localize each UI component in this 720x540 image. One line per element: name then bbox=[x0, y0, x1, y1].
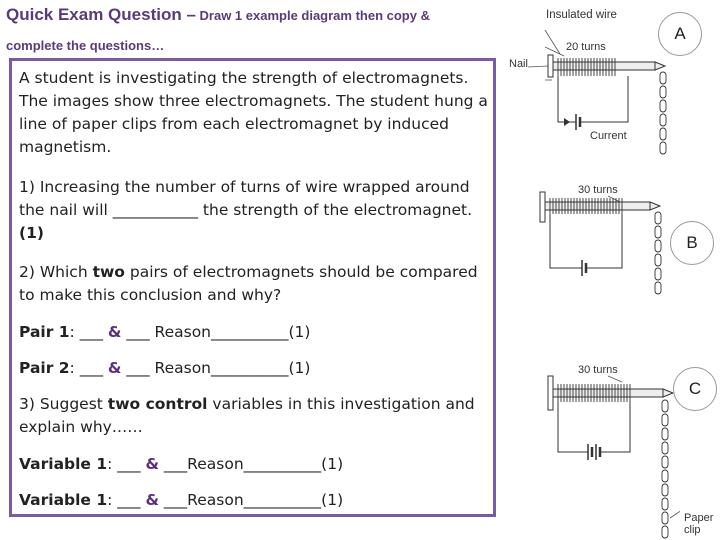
pair-2-rest: ___ Reason__________(1) bbox=[121, 359, 311, 377]
paper-clip-label-2: clip bbox=[684, 524, 701, 536]
variable-2-label: Variable 1 bbox=[19, 491, 108, 509]
pair-1-rest: ___ Reason__________(1) bbox=[121, 323, 311, 341]
nail-label: Nail bbox=[509, 58, 528, 70]
question-3 bbox=[19, 393, 497, 439]
question-box bbox=[9, 58, 496, 517]
current-label: Current bbox=[590, 130, 627, 142]
electromagnet-a-drawing bbox=[500, 0, 670, 170]
pair-1-amp: & bbox=[107, 323, 122, 341]
q2-text-after: pairs of electromagnets should be compared to make this conclusion and why? bbox=[19, 263, 478, 304]
variable-1-row bbox=[19, 453, 497, 476]
intro-text: A student is investigating the strength of electromagnets. The images show three electromagnets. The student hung a line of paper clips from each electromagnet by induced magnetism. bbox=[19, 69, 488, 156]
pair-2-blanks: : ___ bbox=[69, 359, 108, 377]
q1-marks: (1) bbox=[19, 224, 44, 242]
paper-clip-label-1: Paper bbox=[684, 512, 714, 524]
insulated-wire-label: Insulated wire bbox=[546, 9, 617, 21]
pair-1-blanks: : ___ bbox=[69, 323, 108, 341]
pair-2-label: Pair 2 bbox=[19, 359, 70, 377]
q3-emph: two control bbox=[107, 395, 208, 413]
question-2 bbox=[19, 261, 497, 307]
q3-text-before: 3) Suggest bbox=[19, 395, 108, 413]
variable-2-blanks: : ___ bbox=[107, 491, 146, 509]
pair-2-amp: & bbox=[107, 359, 122, 377]
variable-2-row bbox=[19, 489, 497, 512]
q2-text-before: 2) Which bbox=[19, 263, 93, 281]
q2-emph: two bbox=[92, 263, 125, 281]
question-1 bbox=[19, 176, 497, 245]
instruction-line-2: complete the questions… bbox=[6, 38, 165, 53]
electromagnet-b-drawing bbox=[530, 190, 670, 300]
letter-a-badge: A bbox=[658, 12, 702, 56]
letter-c-badge: C bbox=[673, 367, 717, 411]
q1-text: 1) Increasing the number of turns of wire wrapped around the nail will ___________ the strength of the electromagnet. bbox=[19, 178, 473, 219]
pair-2-row bbox=[19, 357, 497, 380]
turns-label-a: 20 turns bbox=[566, 41, 606, 53]
turns-label-c: 30 turns bbox=[578, 364, 618, 376]
title-main: Quick Exam Question – bbox=[6, 5, 196, 24]
variable-1-blanks: : ___ bbox=[107, 455, 146, 473]
letter-b-badge: B bbox=[670, 221, 714, 265]
variable-2-rest: ___Reason__________(1) bbox=[159, 491, 344, 509]
pair-1-row bbox=[19, 321, 497, 344]
variable-1-rest: ___Reason__________(1) bbox=[159, 455, 344, 473]
variable-1-label: Variable 1 bbox=[19, 455, 108, 473]
electromagnet-c-drawing bbox=[530, 370, 680, 540]
turns-label-b: 30 turns bbox=[578, 184, 618, 196]
instruction-line-1: Draw 1 example diagram then copy & bbox=[195, 8, 430, 23]
q3-text-after: variables in this investigation and explain why…… bbox=[19, 395, 475, 436]
variable-2-amp: & bbox=[145, 491, 159, 509]
page-title bbox=[6, 6, 496, 55]
variable-1-amp: & bbox=[145, 455, 159, 473]
pair-1-label: Pair 1 bbox=[19, 323, 70, 341]
